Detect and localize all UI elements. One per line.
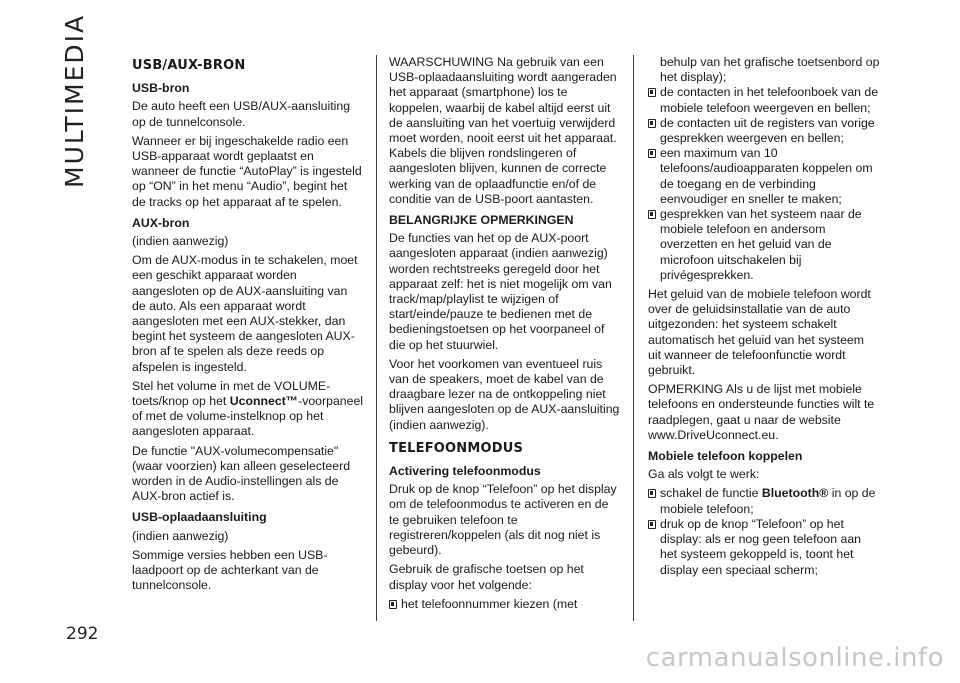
bullet-icon [648, 149, 656, 158]
list-item: de contacten in het telefoonboek van de mobiele telefoon weergeven en bellen; [648, 85, 880, 115]
paragraph: Voor het voorkomen van eventueel ruis van de speakers, moet de kabel van de draagbare lezer na de ontkoppeling niet blijven aangesloten op de AUX-aansluiting (indien aanwezig). [389, 356, 620, 432]
paragraph: Stel het volume in met de VOLUME-toets/knop op het Uconnect™-voorpaneel of met de volume-instelknop op het aangesloten apparaat. [132, 378, 364, 439]
subheading-important-notes: BELANGRIJKE OPMERKINGEN [389, 213, 574, 228]
list-item: een maximum van 10 telefoons/audioapparaten koppelen om de toegang en de verbinding eenvoudiger en sneller te maken; [648, 146, 880, 207]
list-item: schakel de functie Bluetooth® in op de mobiele telefoon; [648, 486, 880, 516]
subheading-usb-source: USB-bron [132, 81, 190, 96]
paragraph: Ga als volgt te werk: [648, 467, 760, 482]
column-1 [132, 52, 364, 598]
paragraph: Om de AUX-modus in te schakelen, moet een geschikt apparaat worden aangesloten op de AUX-aansluiting van de auto. Als een apparaat wordt aangesloten met een AUX-stekker, dan begint het systeem de aangesloten AUX-bron af te spelen als deze reeds op afspelen is ingesteld. [132, 253, 358, 374]
page-number: 292 [66, 624, 99, 644]
bullet-icon [648, 210, 656, 219]
note-text: OPMERKING Als u de lijst met mobiele telefoons en ondersteunde functies wilt te raadplegen, gaat u naar de website www.DriveUconnect.eu. [648, 382, 875, 442]
subheading-usb-charge: USB-oplaadaansluiting [132, 510, 267, 525]
brand-name: Bluetooth® [761, 486, 829, 501]
list-item-continued: behulp van het grafische toetsenbord op het display); [660, 55, 880, 85]
watermark: carmanualsonline.info [645, 643, 944, 673]
section-title-phone: TELEFOONMODUS [389, 440, 524, 456]
subheading-pair-phone: Mobiele telefoon koppelen [648, 449, 803, 464]
column-2 [389, 55, 621, 612]
paragraph: Druk op de knop “Telefoon” op het display om de telefoonmodus te activeren en de te gebruiken telefoon te registreren/koppelen (als dit nog niet is gebeurd). [389, 482, 617, 558]
subheading-phone-activation: Activering telefoonmodus [389, 464, 541, 479]
bullet-icon [648, 119, 656, 128]
list-item: de contacten uit de registers van vorige gesprekken weergeven en bellen; [648, 116, 880, 146]
warning-text: WAARSCHUWING Na gebruik van een USB-oplaadaansluiting wordt aangeraden het apparaat (smartphone) los te koppelen, waarbij de kabel altijd eerst uit de aansluiting van het voertuig verwijderd moet worden, nooit eerst uit het apparaat. Kabels die blijven rondslingeren of aangesloten blijven, kunnen de correcte werking van de oplaadfunctie en/of de conditie van de USB-poort aantasten. [389, 55, 617, 206]
column-divider [376, 55, 377, 621]
paragraph: De auto heeft een USB/AUX-aansluiting op de tunnelconsole. [132, 99, 351, 129]
bullet-icon [648, 520, 656, 529]
section-title-usb-aux: USB/AUX-BRON [132, 58, 246, 73]
column-3 [648, 55, 880, 578]
column-divider [633, 55, 634, 621]
paragraph: Sommige versies hebben een USB-laadpoort op de achterkant van de tunnelconsole. [132, 547, 328, 593]
availability-note: (indien aanwezig) [132, 528, 229, 543]
chapter-title: MULTIMEDIA [60, 13, 89, 188]
paragraph: Gebruik de grafische toetsen op het display voor het volgende: [389, 562, 584, 592]
paragraph: De functie "AUX-volumecompensatie" (waar voorzien) kan alleen geselecteerd worden in de Audio-instellingen als de AUX-bron actief is. [132, 443, 351, 504]
paragraph: Wanneer er bij ingeschakelde radio een USB-apparaat wordt geplaatst en wanneer de functie “AutoPlay” is ingesteld op “ON” in het menu “Audio”, begint het de tracks op het apparaat af te spelen. [132, 133, 362, 209]
paragraph: Het geluid van de mobiele telefoon wordt over de geluidsinstallatie van de auto uitgezonden: het systeem schakelt automatisch het geluid van het systeem uit wanneer de telefoonfunctie wordt gebruikt. [648, 287, 871, 378]
list-item: het telefoonnummer kiezen (met [389, 597, 621, 612]
availability-note: (indien aanwezig) [132, 234, 229, 249]
bullet-icon [648, 489, 656, 498]
list-item: druk op de knop “Telefoon” op het display: als er nog geen telefoon aan het systeem gekoppeld is, toont het display een speciaal scherm; [648, 517, 880, 578]
bullet-icon [648, 88, 656, 97]
bullet-icon [389, 600, 397, 609]
list-item: gesprekken van het systeem naar de mobiele telefoon en andersom overzetten en het geluid van de microfoon uitschakelen bij privégesprekken. [648, 207, 880, 283]
subheading-aux-source: AUX-bron [132, 215, 190, 230]
brand-name: Uconnect™ [229, 394, 299, 409]
paragraph: De functies van het op de AUX-poort aangesloten apparaat (indien aanwezig) worden rechtstreeks geregeld door het apparaat zelf: het is niet mogelijk om van track/map/playlist te wijzigen of start/einde/pauze te bedienen met de bedieningstoetsen op het voorpaneel of die op het stuurwiel. [389, 231, 612, 352]
